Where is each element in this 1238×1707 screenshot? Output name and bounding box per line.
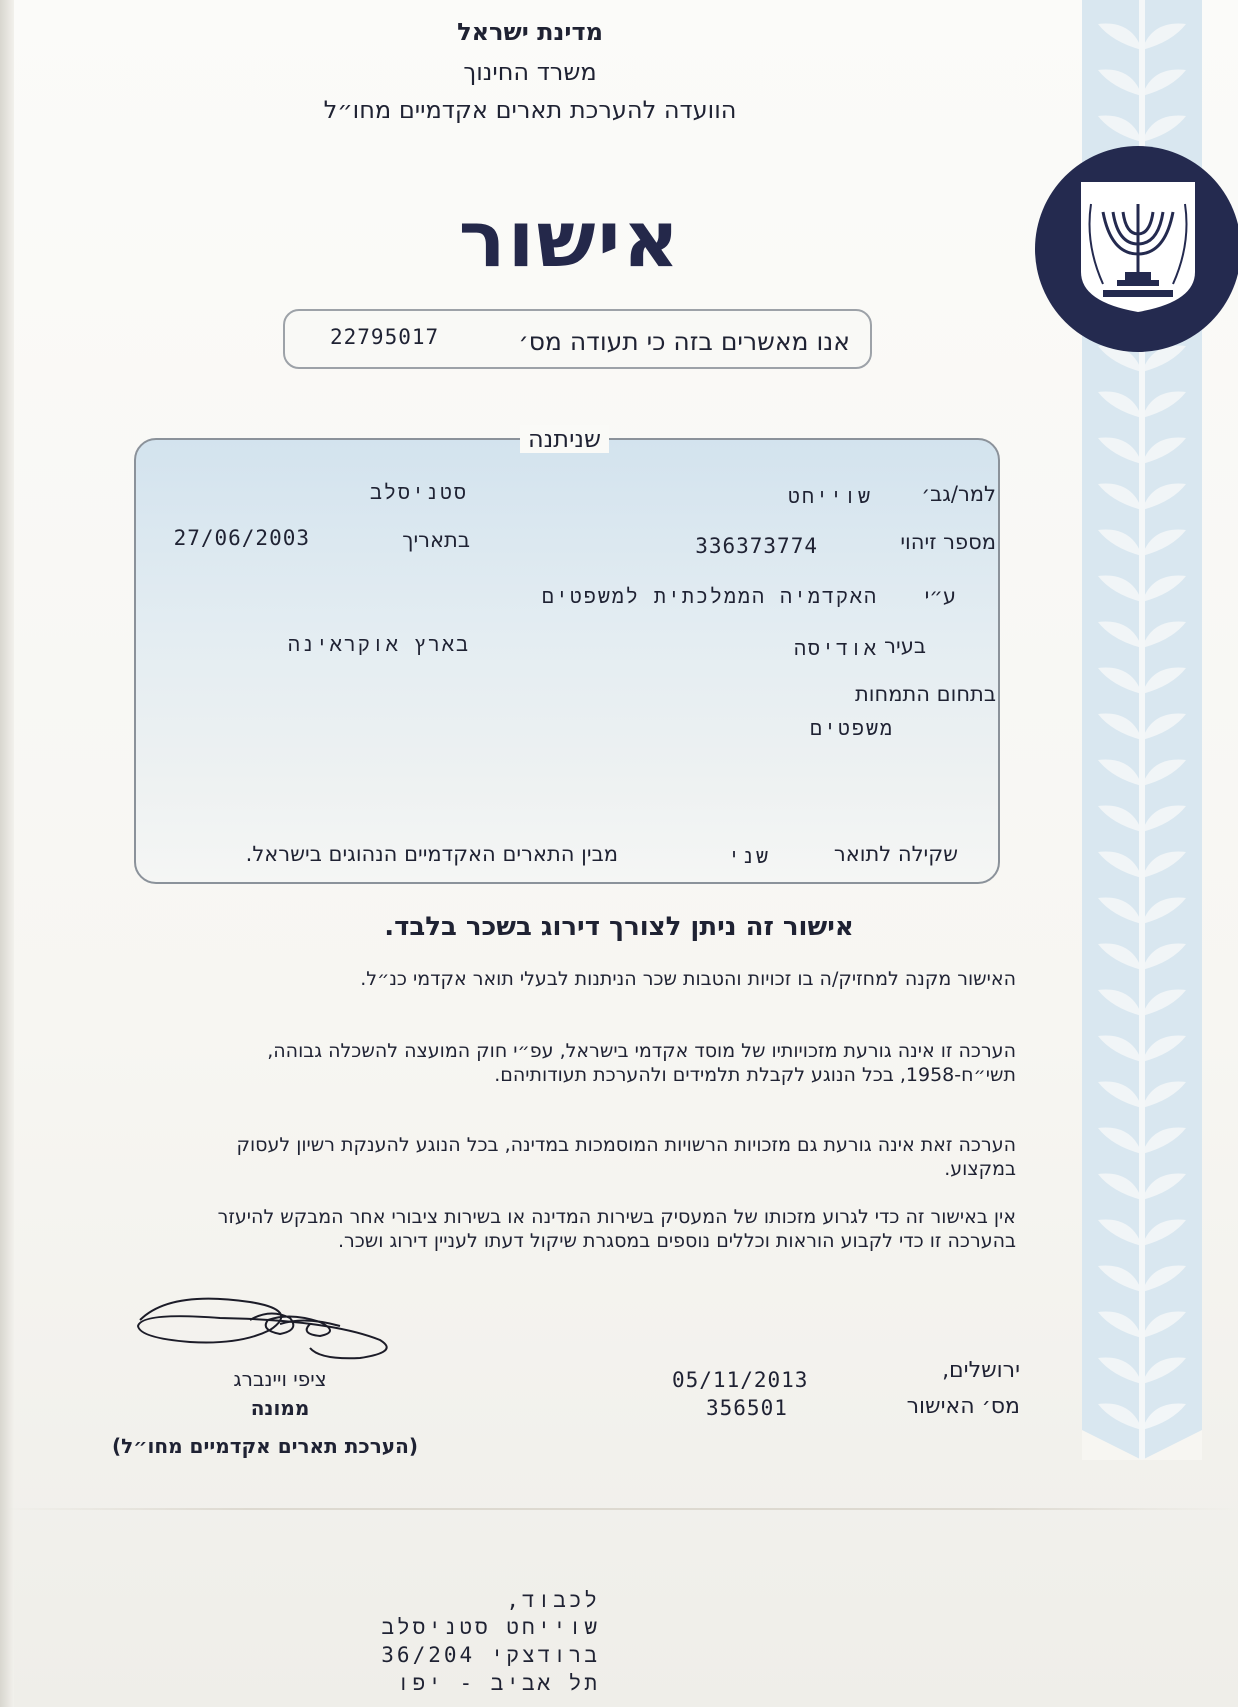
institution-name: האקדמיה הממלכתית למשפטים [541,584,878,608]
header [240,0,820,140]
certificate-statement: אנו מאשרים בזה כי תעודה מס׳ [518,327,850,356]
id-number: 336373774 [695,534,818,558]
field-of-study: משפטים [809,716,894,740]
address-name: שוייחט סטניסלב [381,1615,600,1639]
salary-notice: אישור זה ניתן לצורך דירוג בשכר בלבד. [384,912,854,942]
signatory-title: ממונה [250,1396,310,1420]
country-name: בארץ אוקראינה [287,632,470,656]
signatory-name: ציפי ויינברג [233,1367,327,1391]
signatory-department: (הערכת תארים אקדמיים מחו״ל) [112,1434,418,1458]
issue-date: 27/06/2003 [173,526,310,550]
state-name: מדינת ישראל [457,18,603,46]
certificate-number: 22795017 [330,325,440,349]
paragraph-4: אין באישור זה כדי לגרוע מזכותו של המעסיק בשירות המדינה או בשירות ציבורי אחר המבקש להיעזר בהערכה זו כדי לקבוע הוראות וכללים נוספים במסגרת שיקול דעתו לעניין דירוג ושכר. [217,1206,1016,1252]
city-label: בעיר [884,634,926,658]
fold-line [0,1508,1238,1510]
approval-date: 05/11/2013 [672,1368,809,1392]
address-street: ברודצקי 36/204 [381,1643,600,1667]
committee-name: הוועדה להערכת תארים אקדמיים מחו״ל [323,96,737,124]
approval-number: 356501 [706,1396,788,1420]
id-number-label: מספר זיהוי [900,530,996,554]
degree-level: שני [727,844,770,868]
approval-number-label: מס׳ האישור [906,1394,1020,1419]
address-salutation: לכבוד, [506,1588,600,1612]
paragraph-1: האישור מקנה למחזיק/ה בו זכויות והטבות שכר הניתנות לבעלי תואר אקדמי כנ״ל. [360,968,1016,990]
equivalence-label: שקילה לתואר [833,842,958,866]
holder-first-name: סטניסלב [369,480,468,504]
equivalence-text: מבין התארים האקדמיים הנהוגים בישראל. [245,842,618,866]
state-emblem-seal [1033,144,1238,354]
date-label: בתאריך [402,528,470,552]
address-city: תל אביב - יפו [397,1671,600,1695]
handwritten-signature [130,1290,410,1370]
certificate-number-box [283,309,872,369]
institution-label: ע״י [924,584,956,608]
field-of-study-label: בתחום התמחות [854,682,996,706]
paper-edge [0,0,14,1707]
panel-legend: שניתנה [520,425,609,453]
ministry-name: משרד החינוך [463,58,597,86]
paragraph-2: הערכה זו אינה גורעת מזכויותיו של מוסד אקדמי בישראל, עפ״י חוק המועצה להשכלה גבוהה, תשי״ח-1958, בכל הנוגע לקבלת תלמידים ולהערכת תעודותיהם. [267,1040,1016,1086]
paragraph-3: הערכה זאת אינה גורעת גם מזכויות הרשויות המוסמכות במדינה, בכל הנוגע להענקת רשיון לעסוק במקצוע. [236,1134,1016,1180]
holder-name-label: למר/גב׳ [921,482,996,506]
document-title: אישור [458,195,682,285]
issuing-city: ירושלים, [942,1358,1020,1383]
city-name: אודיסה [793,636,878,660]
holder-last-name: שוייחט [787,484,872,508]
